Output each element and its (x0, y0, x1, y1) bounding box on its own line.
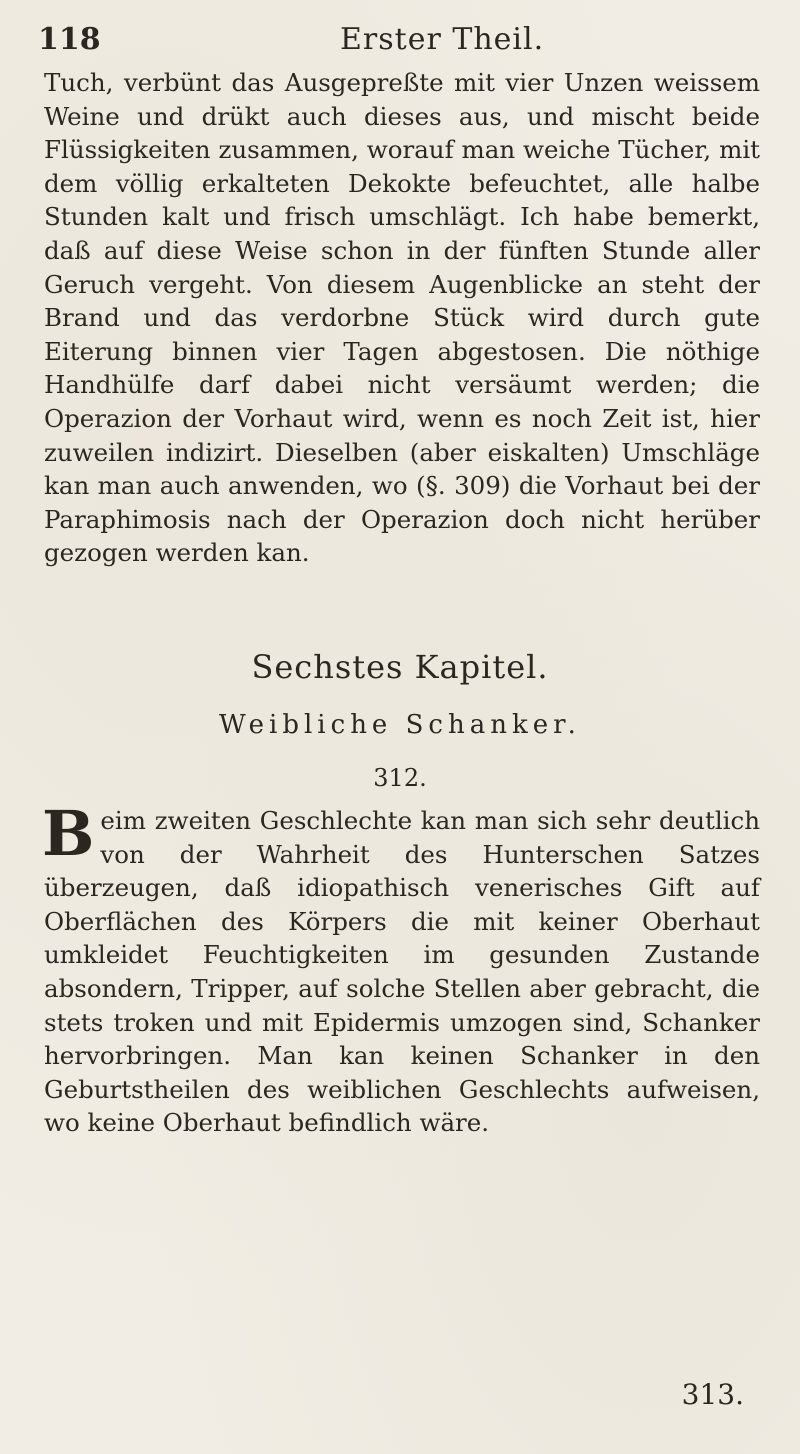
drop-cap: B (42, 797, 95, 870)
paragraph-section-312 (42, 797, 760, 1140)
paragraph-section-312-text: eim zweiten Geschlechte kan man sich sehr deutlich von der Wahrheit des Hunterschen Satzes überzeugen, daß idiopathisch venerisches Gift auf Oberflächen des Körpers die mit keiner Oberhaut umkleidet Feuchtigkeiten im gesunden Zustande absondern, Tripper, auf solche Stellen aber gebracht, die stets troken und mit Epidermis umzogen sind, Schanker hervorbringen. Man kan keinen Schanker in den Geburtstheilen des weiblichen Geschlechts aufweisen, wo keine Oberhaut befindlich wäre. (44, 806, 760, 1138)
section-number: 312. (373, 764, 427, 792)
running-head (38, 22, 762, 62)
catchword: 313. (681, 1378, 744, 1411)
page-number: 118 (38, 22, 101, 57)
chapter-heading: Sechstes Kapitel. (251, 648, 549, 686)
chapter-subtitle: Weibliche Schanker. (219, 710, 581, 740)
running-title: Erster Theil. (340, 22, 545, 57)
paragraph-continued: Tuch, verbünt das Ausgepreßte mit vier Unzen weissem Weine und drükt auch dieses aus, und mischt beide Flüssigkeiten zusammen, worauf man weiche Tücher, mit dem völlig erkalteten Dekokte befeuchtet, alle halbe Stunden kalt und frisch umschlägt. Ich habe bemerkt, daß auf diese Weise schon in der fünften Stunde aller Geruch vergeht. Von diesem Augenblicke an steht der Brand und das verdorbne Stück wird durch gute Eiterung binnen vier Tagen abgestosen. Die nöthige Handhülfe darf dabei nicht versäumt werden; die Operazion der Vorhaut wird, wenn es noch Zeit ist, hier zuweilen indizirt. Dieselben (aber eiskalten) Umschläge kan man auch anwenden, wo (§. 309) die Vorhaut bei der Paraphimosis nach der Operazion doch nicht herüber gezogen werden kan. (44, 68, 760, 568)
